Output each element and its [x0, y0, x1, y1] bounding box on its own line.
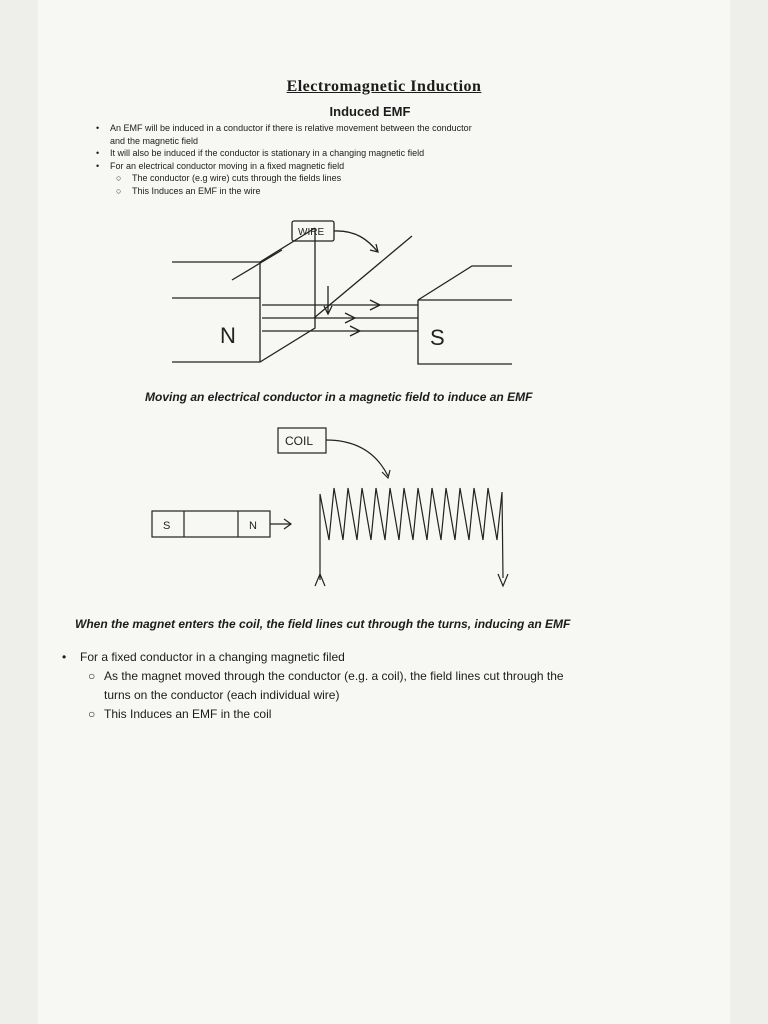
list-item [96, 147, 636, 160]
sub-bullet-dot: ○ [116, 185, 122, 196]
figure-1-caption: Moving an electrical conductor in a magnetic field to induce an EMF [145, 390, 533, 404]
magnet-north-label: N [249, 520, 257, 532]
bullet-list-1 [96, 122, 636, 197]
list-item-text: The conductor (e.g wire) cuts through the fields lines [132, 173, 342, 183]
wire-label: WIRE [298, 227, 325, 238]
list-item [96, 135, 636, 148]
list-item [96, 122, 636, 135]
south-pole-label: S [430, 325, 445, 350]
figure-2-caption: When the magnet enters the coil, the field lines cut through the turns, inducing an EMF [75, 617, 571, 631]
magnet-south-label: S [163, 520, 171, 532]
list-item-text: turns on the conductor (each individual wire) [104, 688, 340, 702]
sub-bullet-dot: ○ [116, 173, 122, 183]
list-item-text: It will also be induced if the conductor is stationary in a changing magnetic field [110, 148, 425, 158]
sub-bullet-dot: ○ [88, 669, 96, 683]
bullet-dot: • [96, 148, 100, 158]
list-subitem [62, 686, 662, 705]
bullet-list-2 [62, 648, 662, 724]
north-pole-label: N [220, 323, 236, 348]
list-subitem [62, 667, 662, 686]
list-item-text: For a fixed conductor in a changing magnetic filed [80, 650, 345, 664]
sub-bullet-dot: ○ [88, 707, 96, 721]
list-subitem [96, 185, 636, 198]
list-item-text: and the magnetic field [110, 135, 199, 146]
list-item-text: For an electrical conductor moving in a fixed magnetic field [110, 160, 345, 171]
bullet-dot: • [96, 123, 100, 133]
bullet-dot: • [96, 160, 100, 171]
list-item-text: This Induces an EMF in the coil [104, 707, 272, 721]
page-title: Electromagnetic Induction [286, 78, 482, 95]
list-item-text: This Induces an EMF in the wire [132, 185, 261, 196]
bullet-dot: • [62, 650, 67, 664]
list-subitem [62, 705, 662, 724]
list-item [96, 160, 636, 173]
list-subitem [96, 172, 636, 185]
coil-label: COIL [285, 434, 314, 448]
list-item-text: As the magnet moved through the conductor (e.g. a coil), the field lines cut through the [104, 669, 564, 683]
list-item-text: An EMF will be induced in a conductor if there is relative movement between the conductor [110, 123, 472, 133]
list-item [62, 648, 662, 667]
page-subtitle: Induced EMF [329, 104, 411, 119]
